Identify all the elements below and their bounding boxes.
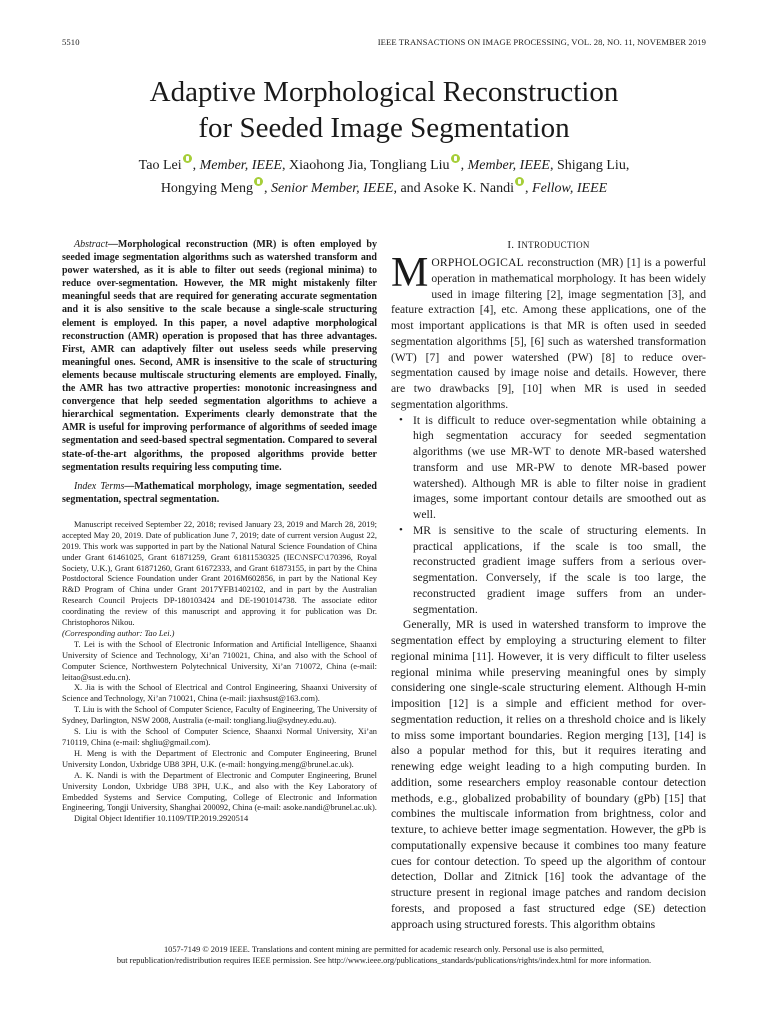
title-line-1: Adaptive Morphological Reconstruction (149, 76, 619, 108)
author-role: Senior Member, IEEE (270, 181, 394, 196)
section-numeral: I. (507, 239, 518, 251)
section-title-rest: NTRODUCTION (521, 240, 590, 250)
orcid-icon[interactable] (183, 154, 192, 163)
list-item: • MR is sensitive to the scale of structuring elements. In practical applications, if the scale is too small, the reconstructed gradient image suffers from a serious over-segmentation. Conversely, if the scale is too large, the reconstructed gradient image suffers from an under-segmentation. (413, 523, 706, 618)
title-line-2: for Seeded Image Segmentation (198, 112, 570, 144)
index-terms: Index Terms—Mathematical morphology, image segmentation, seeded segmentation, spectral segmentation. (62, 480, 377, 505)
abstract: Abstract—Morphological reconstruction (MR) is often employed by seeded image segmentation algorithms such as watershed transform and power watershed, as it is able to filter out seeds (regional minima) to reduce over-segmentation. However, the MR might mistakenly filter meaningful seeds that are required for generating accurate segmentation and it is also sensitive to the scale because a single-scale structuring element is employed. In this paper, a novel adaptive morphological reconstruction (AMR) operation is proposed that has three advantages. First, AMR can adaptively filter out useless seeds while preserving meaningful ones. Second, AMR is insensitive to the scale of structuring elements because multiscale structuring elements are employed. Finally, the AMR has two attractive properties: monotonic increasingness and convergence that help seeded segmentation algorithms to achieve a hierarchical segmentation. Experiments clearly demonstrate that the AMR is useful for improving performance of algorithms of seeded image segmentation and seed-based spectral segmentation. Compared to several state-of-the-art algorithms, the proposed algorithms provide better segmentation results requiring less computing time. (62, 239, 377, 473)
footnote-manuscript (62, 520, 377, 629)
footnote-affiliation-liu-t: T. Liu is with the School of Computer Science, Faculty of Engineering, The University of Sydney, Darlington, NSW 2008, Australia (e-mail: tongliang.liu@sydney.edu.au). (62, 705, 377, 726)
intro-paragraph-2: Generally, MR is used in watershed transform to improve the segmentation effect by employing a structuring element to filter regional minima [11]. However, it is very difficult to filter useless regional minima while preserving meaningful ones by simply considering one single-scale structuring element. Although H-min imposition [12] is a simple and efficient method for over-segmentation reduction, it relies on a threshold choice and is likely to miss some important boundaries. Region merging [13], [14] is also a popular method for this, but it requires iterating and renewing edge weight leading to a high computing burden. In addition, some researchers employ reasonable contour detection methods, e.g., globalized probability of boundary (gPb) [15] that combines the multiscale information from brightness, color and texture, to achieve better image segmentation. However, the gPb is computationally expensive because it combines too many feature cues for contour detection. To speed up the algorithm of contour detection, Dollar and Zitnick [16] took the advantage of the structure present in regional image patches and random decision forests, and proposed a fast structured edge (SE) detection approach using structured forests. This algorithm obtains (391, 618, 706, 931)
footnote-affiliation-lei: T. Lei is with the School of Electronic Information and Artificial Intelligence, Shaanxi University of Science and Technology, Xi’an 710021, China, and also with the School of Computer Science, Northwestern Polytechnical University, Xi’an 710072, China (e-mail: leitao@sust.edu.cn). (62, 639, 377, 682)
footnotes (62, 520, 377, 825)
author-name: Shigang Liu, (556, 158, 630, 173)
left-column (62, 238, 377, 825)
paragraph-text: reconstruction (MR) [1] is a powerful operation in mathematical morphology. It has been widely used in image filtering [2], image segmentation [3], and feature extraction [4], etc. Among these applications, one of the most important applications is that MR is often used in seeded segmentation algorithms [5], [6] such as watershed transformation (WT) [7] and power watershed (PW) [8] to reduce over-segmentation caused by image noise and details. However, there are two drawbacks [9], [10] when MR is used in seeded segmentation algorithms. (391, 256, 706, 411)
caps-word: ORPHOLOGICAL (431, 256, 524, 269)
intro-paragraph-1 (391, 250, 706, 413)
list-item: • It is difficult to reduce over-segmentation while obtaining a high segmentation accuracy for seeded segmentation algorithms (we use MR-WT to denote MR-based watershed transform and use MR-PW to denote MR-based power watershed). Although MR is able to filter noise in gradient images, some important contour details are smoothed out as well. (413, 413, 706, 523)
author-name: Tao Lei (138, 158, 182, 173)
copyright-line-1: 1057-7149 © 2019 IEEE. Translations and content mining are permitted for academic research only. Personal use is also permitted, (163, 945, 605, 954)
index-terms-label: Index Terms (74, 480, 125, 492)
author-connector: , and (393, 181, 424, 196)
copyright-notice (30, 944, 738, 966)
footnote-corresponding (62, 629, 377, 640)
journal-name: IEEE TRANSACTIONS ON IMAGE PROCESSING, VOL. 28, NO. 11, NOVEMBER 2019 (377, 37, 706, 47)
footnote-affiliation-nandi: A. K. Nandi is with the Department of Electronic and Computer Engineering, Brunel University London, Uxbridge UB8 3PH, U.K., and also with the Key Laboratory of Embedded Systems and Service Computing, College of Electronic and Information Engineering, Tongji University, Shanghai 200092, China (e-mail: asoke.nandi@brunel.ac.uk). (62, 770, 377, 813)
running-header (62, 37, 706, 51)
paper-title (62, 74, 706, 146)
author-name: Asoke K. Nandi (423, 181, 515, 196)
orcid-icon[interactable] (451, 154, 460, 163)
copyright-line-2: but republication/redistribution requires IEEE permission. See http://www.ieee.org/publications_standards/publications/rights/index.html for more information. (116, 956, 652, 965)
author-name: Tongliang Liu (370, 158, 450, 173)
author-line-2: Hongying Meng , Senior Member, IEEE, and Asoke K. Nandi , Fellow, IEEE (62, 177, 706, 200)
author-line-1: Tao Lei , Member, IEEE, Xiaohong Jia, Tongliang Liu , Member, IEEE, Shigang Liu, (62, 154, 706, 177)
author-list (62, 154, 706, 200)
footnote-affiliation-meng: H. Meng is with the Department of Electronic and Computer Engineering, Brunel University London, Uxbridge UB8 3PH, U.K. (e-mail: hongying.meng@brunel.ac.uk). (62, 748, 377, 769)
drawbacks-list (391, 413, 706, 618)
section-heading (391, 238, 706, 252)
footnote-text: Manuscript received September 22, 2018; revised January 23, 2019 and March 28, 2019; accepted May 20, 2019. Date of publication June 7, 2019; date of current version August 22, 2019. This work was supported in part by the National Natural Science Foundation of China under Grant 61461025, Grant 61871259, Grant 61811530325 (IEC\NSFC\170396, Royal Society, U.K.), Grant 61871260, Grant 61672333, and Grant 61873155, in part by the China Postdoctoral Science Foundation under Grant 2016M602856, in part by the National Key R&D Program of China under Grant 2017YFB1402102, and in part by the Australian Research Council Projects DP-180103424 and DE-1901014738. The associate editor coordinating the review of this manuscript and approving it for publication was Dr. Christophoros Nikou. (62, 519, 377, 628)
author-role: Member, IEEE (199, 158, 283, 173)
index-terms-text: Mathematical morphology, image segmentation, seeded segmentation, spectral segmentation. (62, 480, 377, 505)
footnote-affiliation-liu-s: S. Liu is with the School of Computer Science, Shaanxi Normal University, Xi’an 710119, China (e-mail: shgliu@gmail.com). (62, 727, 377, 747)
author-role: Fellow, IEEE (532, 181, 608, 196)
footnote-affiliation-jia: X. Jia is with the School of Electrical and Control Engineering, Shaanxi University of Science and Technology, Xi’an 710021, China (e-mail: jiaxhsust@163.com). (62, 683, 377, 704)
section-title-initial: I (517, 239, 522, 251)
abstract-label: Abstract (74, 239, 108, 250)
author-name: Hongying Meng (160, 181, 253, 196)
page-number: 5510 (62, 37, 80, 47)
author-role: Member, IEEE (467, 158, 550, 173)
orcid-icon[interactable] (254, 177, 263, 186)
abstract-text: Morphological reconstruction (MR) is often employed by seeded image segmentation algorithms such as watershed transform and power watershed, as it is able to filter out seeds (regional minima) to reduce over-segmentation. However, the MR might mistakenly filter meaningful seeds that are required for generating accurate segmentation and it is also sensitive to the scale because a single-scale structuring element is employed. In this paper, a novel adaptive morphological reconstruction (AMR) operation is proposed that has three advantages. First, AMR can adaptively filter out useless seeds while preserving meaningful ones. Second, AMR is insensitive to the scale of structuring elements because multiscale structuring elements are employed. Finally, the AMR has two attractive properties: monotonic increasingness and convergence that help seeded segmentation algorithms to achieve a hierarchical segmentation. Experiments clearly demonstrate that the AMR is useful for improving performance of algorithms of seeded image segmentation and seed-based spectral segmentation. Compared to several state-of-the-art algorithms, the proposed algorithms provide better segmentation results requiring less computing time. (62, 239, 377, 473)
drop-cap: M (391, 250, 429, 296)
orcid-icon[interactable] (515, 177, 524, 186)
author-name: Xiaohong Jia (289, 158, 364, 173)
footnote-text: (Corresponding author: Tao Lei.) (62, 628, 175, 638)
footnote-doi[interactable]: Digital Object Identifier 10.1109/TIP.2019.2920514 (74, 814, 249, 824)
right-column (391, 238, 706, 932)
